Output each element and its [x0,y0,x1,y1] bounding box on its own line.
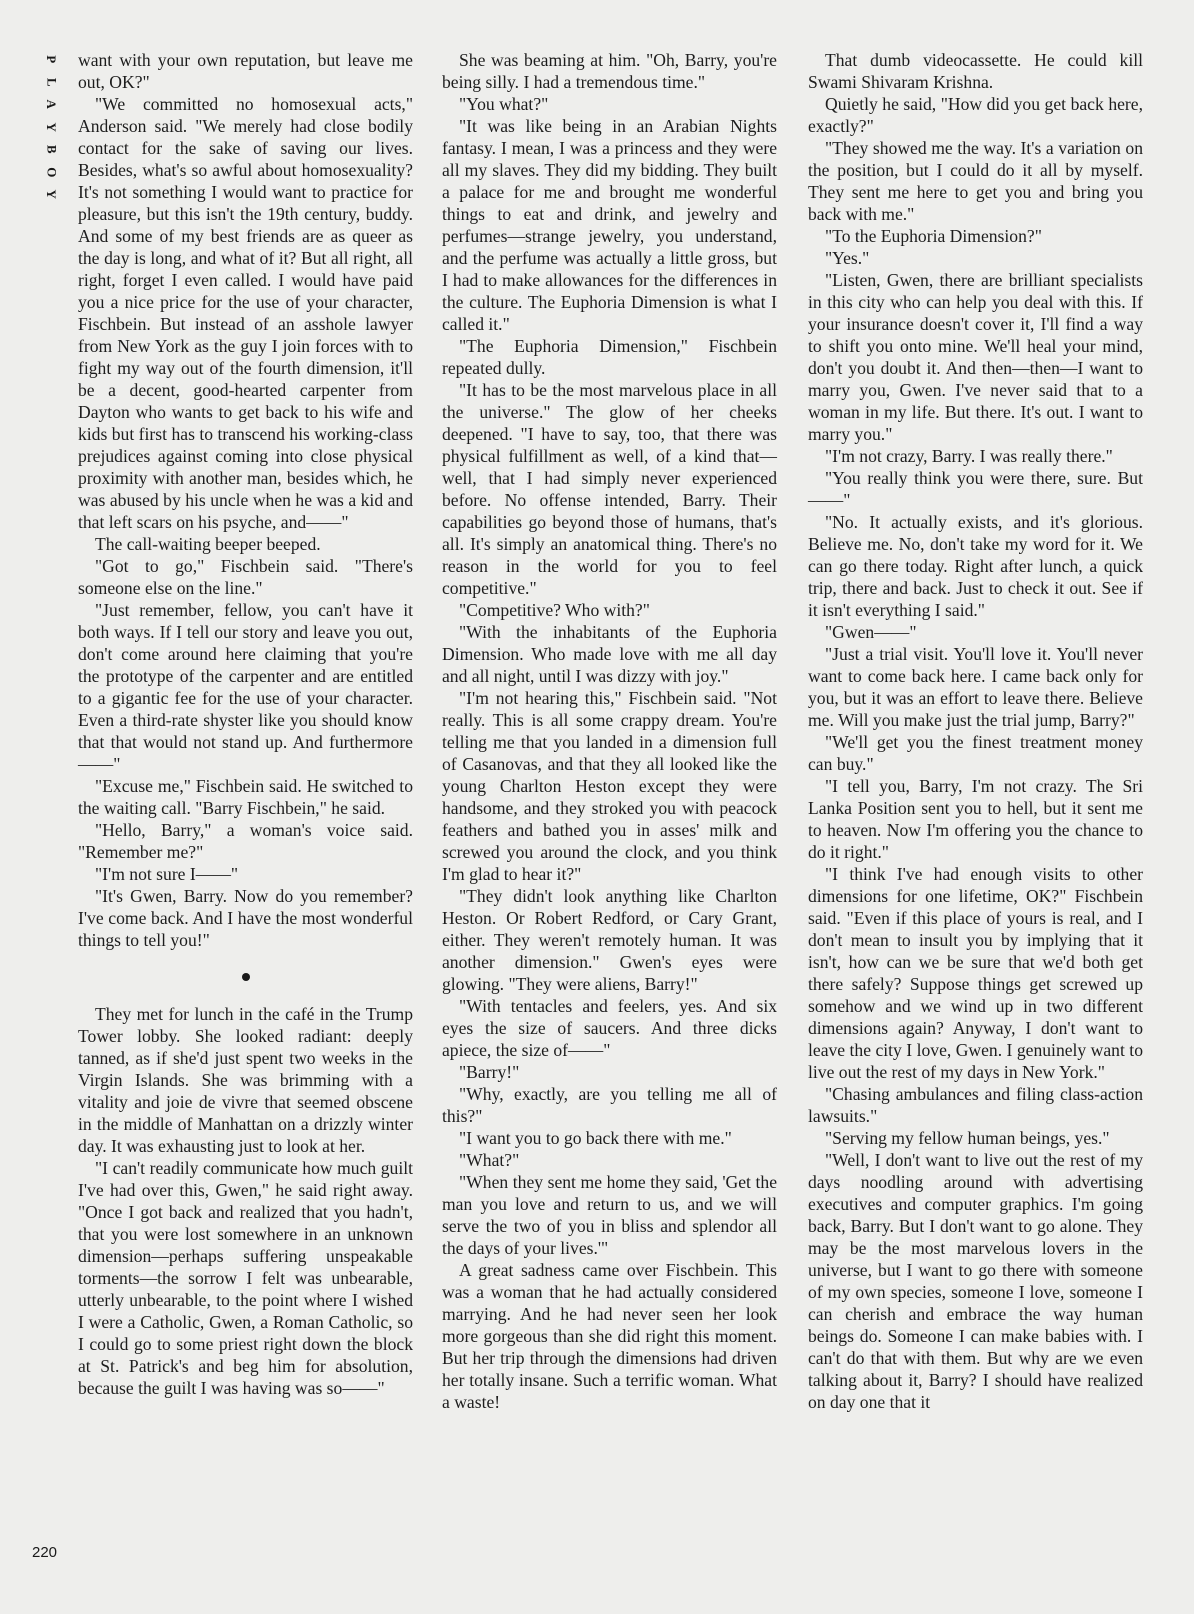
paragraph: "They didn't look anything like Charlton Heston. Or Robert Redford, or Cary Grant, either. They weren't remotely human. It was another dimension." Gwen's eyes were glowing. "They were aliens, Barry!" [442,886,777,994]
paragraph: "Just a trial visit. You'll love it. You'll never want to come back here. I came back only for you, but it was an effort to leave there. Believe me. Will you make just the trial jump, Barry?" [808,644,1143,730]
running-head-letter: B [44,144,60,154]
paragraph: "Barry!" [459,1062,520,1082]
paragraph: "It's Gwen, Barry. Now do you remember? I've come back. And I have the most wonderful things to tell you!" [78,886,413,950]
paragraph: "I can't readily communicate how much guilt I've had over this, Gwen," he said right away. "Once I got back and realized that you hadn't, that you were lost somewhere in an unknown dimension—perhaps suffering unspeakable torments—the sorrow I felt was unbearable, utterly unbearable, to the point where I wished I were a Catholic, Gwen, a Roman Catholic, so I could go to some priest right down the block at St. Patrick's and beg him for absolution, because the guilt I was having was so——" [78,1158,413,1398]
paragraph: "You really think you were there, sure. But——" [808,468,1143,510]
paragraph: "Why, exactly, are you telling me all of this?" [442,1084,777,1126]
running-head-letter: O [44,166,60,177]
paragraph: "Serving my fellow human beings, yes." [825,1128,1110,1148]
page-number: 220 [32,1544,58,1561]
paragraph: "To the Euphoria Dimension?" [825,226,1042,246]
paragraph: "What?" [459,1150,520,1170]
paragraph: The call-waiting beeper beeped. [95,534,321,554]
paragraph: Quietly he said, "How did you get back here, exactly?" [808,94,1143,136]
paragraph: "You what?" [459,94,549,114]
paragraph: "Got to go," Fischbein said. "There's someone else on the line." [78,556,413,598]
paragraph: "I think I've had enough visits to other dimensions for one lifetime, OK?" Fischbein said. "Even if this place of yours is real, and I don't mean to insult you by implying that it isn't, how can we be sure that we'd both get there safely? Suppose things get screwed up somehow and we wind up in two different dimensions again? Anyway, I don't want to leave the city I love, Gwen. I genuinely want to live out the rest of my days in New York." [808,864,1143,1082]
paragraph: want with your own reputation, but leave me out, OK?" [78,50,413,92]
paragraph: "It has to be the most marvelous place in all the universe." The glow of her cheeks deepened. "I have to say, too, that there was physical fulfillment as well, of a kind that—well, that I had simply never experienced before. No offense intended, Barry. Their capabilities go beyond those of humans, that's all. It's simply an anatomical thing. There's no reason in the world for you to feel competitive." [442,380,777,598]
paragraph: "I'm not sure I——" [95,864,239,884]
paragraph: "With the inhabitants of the Euphoria Dimension. Who made love with me all day and all night, until I was dizzy with joy." [442,622,777,686]
paragraph: "We'll get you the finest treatment money can buy." [808,732,1143,774]
paragraph: "Just remember, fellow, you can't have it both ways. If I tell our story and leave you out, don't come around here claiming that you're the prototype of the carpenter and are entitled to a gigantic fee for the use of your character. Even a third-rate shyster like you should know that that would not stand up. And furthermore——" [78,600,413,774]
section-break-bullet [78,951,413,1003]
paragraph: "It was like being in an Arabian Nights fantasy. I mean, I was a princess and they were all my slaves. They did my bidding. They built a palace for me and brought me wonderful things to eat and drink, and jewelry and perfumes—strange jewelry, you understand, and the perfume was actually a little gross, but I had to make allowances for the differences in the culture. The Euphoria Dimension is what I called it." [442,116,777,334]
paragraph: She was beaming at him. "Oh, Barry, you're being silly. I had a tremendous time." [442,50,777,92]
paragraph: "Competitive? Who with?" [459,600,650,620]
paragraph: They met for lunch in the café in the Trump Tower lobby. She looked radiant: deeply tanned, as if she'd just spent two weeks in the Virgin Islands. She was brimming with a vitality and joie de vivre that seemed obscene in the middle of Manhattan on a drizzly winter day. It was exhausting just to look at her. [78,1004,413,1156]
paragraph: "Yes." [825,248,870,268]
running-head-letter: P [44,55,60,64]
paragraph: "Listen, Gwen, there are brilliant specialists in this city who can help you deal with this. If your insurance doesn't cover it, I'll find a way to shift you onto mine. We'll heal your mind, don't you doubt it. And then—then—I want to marry you, Gwen. I've never said that to a woman in my life. But there. It's out. I want to marry you." [808,270,1143,444]
paragraph: That dumb videocassette. He could kill Swami Shivaram Krishna. [808,50,1143,92]
paragraph: "They showed me the way. It's a variation on the position, but I could do it all by myself. They sent me here to get you and bring you back with me." [808,138,1143,224]
paragraph: "I want you to go back there with me." [459,1128,732,1148]
paragraph: "Excuse me," Fischbein said. He switched to the waiting call. "Barry Fischbein," he said. [78,776,413,818]
running-head-letter: A [44,99,60,109]
text-column-3 [808,49,1143,1413]
paragraph: "The Euphoria Dimension," Fischbein repeated dully. [442,336,777,378]
text-column-1 [78,49,413,1399]
paragraph: "Well, I don't want to live out the rest of my days noodling around with advertising executives and computer graphics. I'm going back, Barry. But I don't want to go alone. They may be the most marvelous lovers in the universe, but I want to go there with someone of my own species, someone I love, someone I can cherish and embrace the way human beings do. Someone I can make babies with. I can't do that with them. But why are we even talking about it, Barry? I should have realized on day one that it [808,1150,1143,1412]
column-1-part-b [78,1003,413,1399]
paragraph: "Hello, Barry," a woman's voice said. "Remember me?" [78,820,413,862]
paragraph: "With tentacles and feelers, yes. And six eyes the size of saucers. And three dicks apiece, the size of——" [442,996,777,1060]
paragraph: "We committed no homosexual acts," Anderson said. "We merely had close bodily contact for the sake of saving our lives. Besides, what's so awful about homosexuality? It's not something I would want to practice for pleasure, but this isn't the 19th century, buddy. And some of my best friends are as queer as the day is long, and what of it? But all right, all right, forget I even called. I would have paid you a nice price for the use of your character, Fischbein. But instead of an asshole lawyer from New York as the guy I join forces with to fight my way out of the fourth dimension, it'll be a decent, good-hearted carpenter from Dayton who wants to get back to his wife and kids but first has to transcend his working-class prejudices against coming into close physical proximity with another man, besides which, he was abused by his uncle when he was a kid and that left scars on his psyche, and——" [78,94,413,532]
column-1-part-a [78,49,413,951]
paragraph: "I'm not crazy, Barry. I was really there." [825,446,1113,466]
paragraph: "Gwen——" [825,622,917,642]
paragraph: "I tell you, Barry, I'm not crazy. The Sri Lanka Position sent you to hell, but it sent me to heaven. Now I'm offering you the chance to do it right." [808,776,1143,862]
running-head-letter: Y [44,122,60,132]
paragraph: "No. It actually exists, and it's glorious. Believe me. No, don't take my word for it. We can go there today. Right after lunch, a quick trip, there and back. Just to check it out. See if it isn't everything I said." [808,512,1143,620]
paragraph: "Chasing ambulances and filing class-action lawsuits." [808,1084,1143,1126]
running-head-letter: L [44,77,60,87]
running-head-magazine-name [38,48,64,206]
paragraph: A great sadness came over Fischbein. This was a woman that he had actually considered marrying. And he had never seen her look more gorgeous than she did right this moment. But her trip through the dimensions had driven her totally insane. Such a terrific woman. What a waste! [442,1260,777,1412]
text-column-2 [442,49,777,1413]
paragraph: "When they sent me home they said, 'Get the man you love and return to us, and we will serve the two of you in bliss and splendor all the days of your lives.'" [442,1172,777,1258]
running-head-letter: Y [44,189,60,199]
paragraph: "I'm not hearing this," Fischbein said. "Not really. This is all some crappy dream. You're telling me that you landed in a dimension full of Casanovas, and that they all looked like the young Charlton Heston except they were handsome, and they stroked you with peacock feathers and bathed you in asses' milk and screwed you around the clock, and you think I'm glad to hear it?" [442,688,777,884]
